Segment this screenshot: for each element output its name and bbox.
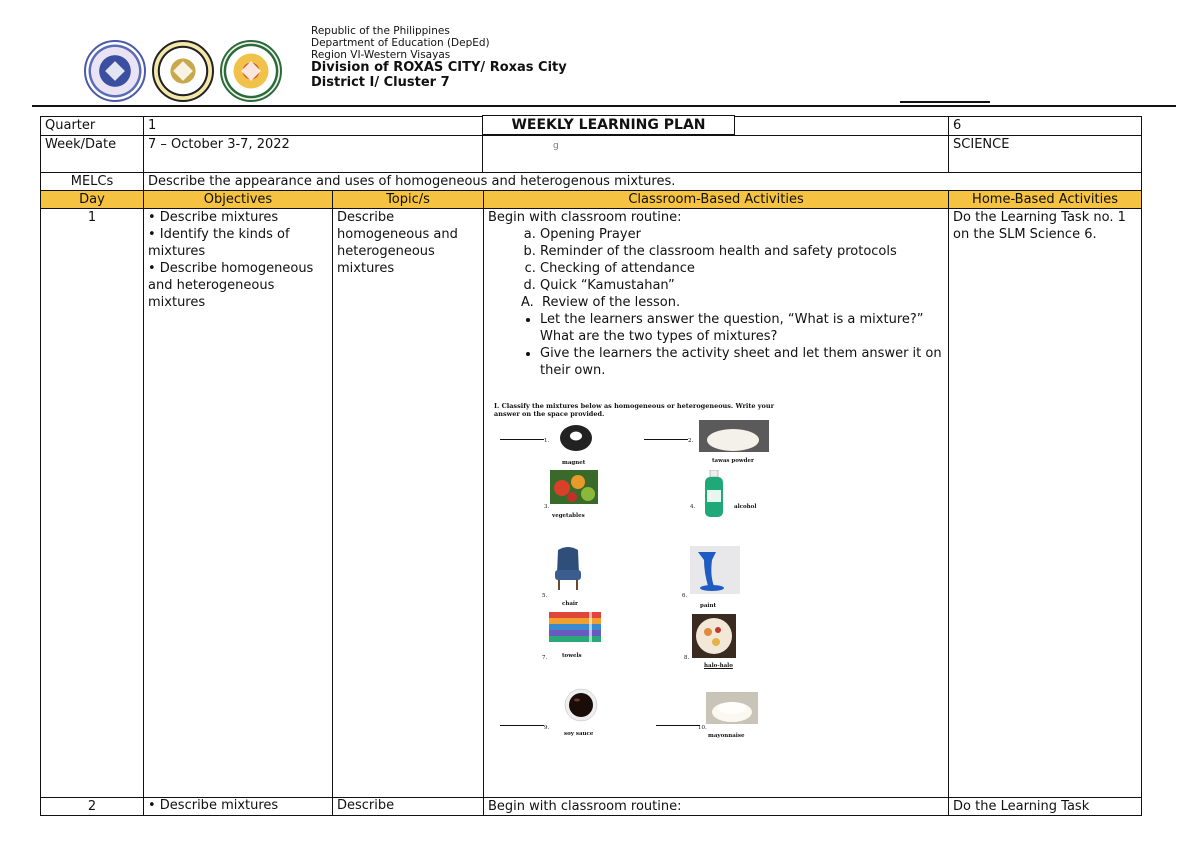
day-2-home-activities: Do the Learning Task — [949, 798, 1142, 816]
review-text: Review of the lesson. — [542, 295, 681, 310]
objective-item: • Identify the kinds of mixtures — [148, 227, 290, 259]
melcs-row — [41, 173, 1142, 191]
item-number: 9. — [544, 725, 550, 731]
answer-blank — [656, 725, 700, 726]
day-1-topic: Describe homogeneous and heterogeneous mixtures — [333, 209, 484, 798]
title-stub-line — [482, 135, 483, 172]
item-number: 8. — [684, 655, 690, 661]
item-number: 5. — [542, 593, 548, 599]
routine-item: b. Reminder of the classroom health and safety protocols — [540, 243, 944, 260]
item-number: 1. — [544, 438, 550, 444]
day-2-row — [41, 798, 1142, 816]
day-2-classroom-activities: Begin with classroom routine: — [484, 798, 949, 816]
week-row — [41, 136, 1142, 173]
answer-blank — [500, 725, 544, 726]
header-republic: Republic of the Philippines — [311, 25, 450, 37]
item-number: 7. — [542, 655, 548, 661]
melcs-label: MELCs — [41, 173, 144, 191]
column-header-row — [41, 191, 1142, 209]
routine-item: d. Quick “Kamustahan” — [540, 277, 944, 294]
day-2-objectives: • Describe mixtures — [144, 798, 333, 816]
header-rule — [32, 105, 1176, 107]
header-division: Division of ROXAS CITY/ Roxas City — [311, 60, 567, 76]
item-label: magnet — [562, 460, 586, 466]
header-department: Department of Education (DepEd) — [311, 37, 490, 50]
powder-icon — [699, 420, 769, 452]
review-marker: A. — [521, 295, 534, 310]
mayonnaise-icon — [706, 692, 758, 724]
routine-item: a. Opening Prayer — [540, 226, 944, 243]
weekly-learning-plan-table — [40, 116, 1142, 816]
week-value: 7 – October 3-7, 2022 — [144, 136, 949, 173]
objective-item: • Describe homogeneous and heterogeneous mixtures — [148, 261, 314, 310]
chair-icon — [552, 546, 584, 592]
answer-blank — [500, 439, 544, 440]
col-day: Day — [41, 191, 144, 209]
day-2-topic: Describe — [333, 798, 484, 816]
week-label — [41, 136, 144, 173]
item-label: mayonnaise — [708, 733, 745, 739]
bullet-item: • Let the learners answer the question, “What is a mixture?” What are the two types of mixtures? — [540, 311, 944, 345]
col-home-activities: Home-Based Activities — [949, 191, 1142, 209]
deped-seal-logo — [84, 40, 146, 102]
item-label: towels — [562, 653, 582, 659]
day-1-classroom-activities — [484, 209, 949, 798]
header-region: Region VI-Western Visayas — [311, 49, 451, 62]
district-seal-logo — [220, 40, 282, 102]
item-label: halo-halo — [704, 663, 733, 669]
faded-grade-label: g — [553, 141, 559, 151]
worksheet-instruction: I. Classify the mixtures below as homogeneous or heterogeneous. Write your answer on the space provided. — [494, 402, 775, 418]
header-accent-rule — [900, 101, 990, 103]
answer-blank — [644, 439, 688, 440]
melcs-text: Describe the appearance and uses of homogeneous and heterogenous mixtures. — [144, 173, 1142, 191]
objective-item: • Describe mixtures — [148, 210, 279, 225]
routine-list — [488, 226, 944, 294]
letterhead — [311, 25, 567, 91]
routine-intro: Begin with classroom routine: — [488, 210, 682, 225]
review-bullets — [488, 311, 944, 379]
item-number: 3. — [544, 504, 550, 510]
review-item — [488, 294, 944, 311]
halo-halo-icon — [692, 614, 736, 658]
day-1-number: 1 — [41, 209, 144, 798]
grade-value: 6 — [949, 117, 1142, 136]
item-label: vegetables — [552, 513, 585, 519]
col-objectives: Objectives — [144, 191, 333, 209]
division-roxas-seal-logo — [152, 40, 214, 102]
alcohol-bottle-icon — [702, 470, 726, 518]
item-label: soy sauce — [564, 731, 594, 737]
bullet-item: • Give the learners the activity sheet and let them answer it on their own. — [540, 345, 944, 379]
item-number: 2. — [688, 438, 694, 444]
day-1-row — [41, 209, 1142, 798]
plan-title: WEEKLY LEARNING PLAN — [482, 115, 735, 135]
item-label: paint — [700, 603, 717, 609]
vegetables-icon — [550, 470, 598, 504]
quarter-label: Quarter — [41, 117, 144, 136]
item-number: 4. — [690, 504, 696, 510]
item-number: 6. — [682, 593, 688, 599]
item-label: tawas powder — [712, 458, 754, 464]
col-topics: Topic/s — [333, 191, 484, 209]
header-district: District I/ Cluster 7 — [311, 75, 450, 91]
col-classroom-activities: Classroom-Based Activities — [484, 191, 949, 209]
paint-icon — [690, 546, 740, 594]
activity-worksheet — [494, 402, 794, 742]
item-number: 10. — [698, 725, 707, 731]
routine-item: c. Checking of attendance — [540, 260, 944, 277]
day-1-home-activities: Do the Learning Task no. 1 on the SLM Science 6. — [949, 209, 1142, 798]
soy-sauce-icon — [564, 688, 598, 722]
week-label-text: Week/Date — [45, 137, 117, 152]
logo-row — [84, 40, 282, 102]
item-label: alcohol — [734, 504, 757, 510]
magnet-icon — [558, 422, 594, 454]
subject-value: SCIENCE — [949, 136, 1142, 173]
towels-icon — [549, 612, 601, 646]
day-1-objectives — [144, 209, 333, 798]
day-2-number: 2 — [41, 798, 144, 816]
quarter-value: 1 — [144, 117, 949, 136]
item-label: chair — [562, 601, 578, 607]
